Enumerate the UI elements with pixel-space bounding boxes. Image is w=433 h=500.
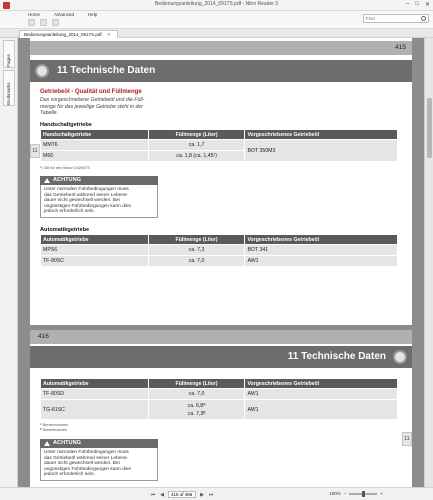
page-number: 416	[38, 333, 49, 340]
column-header: Automatikgetriebe	[41, 379, 149, 389]
zoom-slider[interactable]	[349, 493, 377, 495]
column-header: Automatikgetriebe	[41, 235, 149, 245]
table-cell: AW1	[245, 400, 398, 420]
intro-line: Tabelle.	[40, 110, 58, 116]
warning-line: ungünstigen Fahrbedingungen kann dies	[44, 203, 131, 209]
search-input[interactable]	[366, 15, 420, 22]
column-header: Vorgeschriebenes Getriebeöl	[245, 379, 398, 389]
warning-line: das Getriebeöl während seiner Lebens-	[44, 455, 128, 461]
table-cell: AW1	[245, 256, 398, 267]
hand-tool-icon[interactable]	[28, 19, 35, 26]
last-page-icon[interactable]: ⏭	[208, 491, 214, 498]
column-header: Vorgeschriebenes Getriebeöl	[245, 130, 398, 140]
window-titlebar	[0, 0, 433, 11]
table-cell: TF-80SD	[41, 389, 149, 400]
section-intro	[40, 97, 144, 117]
zoom-control	[329, 491, 383, 496]
table-cell: M66	[41, 151, 149, 162]
footnotes	[40, 423, 68, 432]
previous-page-icon[interactable]: ◀	[160, 491, 164, 498]
table-cell	[148, 400, 245, 420]
table-cell: MPS6	[41, 245, 149, 256]
document-tab-bar	[0, 29, 433, 38]
column-header: Handschaltgetriebe	[41, 130, 149, 140]
warning-title: ACHTUNG	[53, 177, 81, 183]
ribbon	[0, 11, 433, 29]
chapter-title: 11 Technische Daten	[287, 351, 386, 362]
auto-gearbox-heading: Automatikgetriebe	[40, 227, 90, 233]
page-number-bar	[30, 330, 412, 344]
page-number-input[interactable]	[168, 491, 196, 498]
minimize-icon[interactable]: –	[406, 1, 410, 7]
bookmarks-panel-label: Bookmarks	[6, 82, 11, 105]
table-cell: AW1	[245, 389, 398, 400]
manual-gearbox-table	[40, 129, 398, 162]
tab-home[interactable]: Home	[28, 12, 41, 17]
manual-gearbox-heading: Handschaltgetriebe	[40, 122, 92, 128]
ribbon-tools	[28, 19, 59, 26]
warning-line: ungünstigen Fahrbedingungen kann dies	[44, 466, 131, 472]
table-cell: ca. 7,3	[148, 245, 245, 256]
warning-line: dauer nicht gewechselt werden. Bei	[44, 198, 120, 204]
table-cell: BOT 341	[245, 245, 398, 256]
table-cell: TG-81SC	[41, 400, 149, 420]
chapter-header-bar	[30, 60, 412, 82]
pdf-page-416	[30, 330, 412, 487]
pages-panel-label: Pages	[6, 54, 11, 67]
warning-line: dauer nicht gewechselt werden. Bei	[44, 461, 120, 467]
next-page-icon[interactable]: ▶	[200, 491, 204, 498]
document-tab-label: Bedienungsanleitung_2014_0917S.pdf	[24, 32, 102, 37]
tab-help[interactable]: Help	[88, 12, 98, 17]
chapter-side-tab: 11	[30, 144, 40, 158]
warning-triangle-icon	[44, 178, 50, 183]
scrollbar-thumb[interactable]	[427, 98, 432, 158]
auto-gearbox-table	[40, 378, 398, 420]
zoom-in-icon[interactable]: +	[380, 491, 383, 496]
search-icon[interactable]	[421, 16, 426, 21]
auto-gearbox-table	[40, 234, 398, 267]
search-box	[363, 14, 429, 23]
column-header: Füllmenge (Liter)	[148, 235, 245, 245]
amount-line: ca. 6,8ᴬ	[187, 402, 206, 409]
warning-box	[40, 176, 158, 218]
chapter-header-bar	[30, 346, 412, 368]
table-header-row	[41, 235, 398, 245]
chapter-circle-icon	[35, 64, 49, 78]
document-tab[interactable]	[19, 30, 118, 38]
table-cell: ca. 1,8 (ca. 1,45¹)	[148, 151, 245, 162]
table-header-row	[41, 379, 398, 389]
table-cell: BOT 350M3	[245, 140, 398, 162]
warning-line: Unter normalen Fahrbedingungen muss	[44, 187, 129, 192]
column-header: Vorgeschriebenes Getriebeöl	[245, 235, 398, 245]
warning-body	[40, 448, 158, 481]
footnote: ¹) Gilt für den Motor D4204T5	[40, 166, 90, 170]
table-header-row	[41, 130, 398, 140]
warning-line: jedoch erforderlich sein.	[44, 209, 95, 215]
window-title: Bedienungsanleitung_2014_0917S.pdf - Nitro Reader 3	[154, 1, 279, 7]
intro-line: Das vorgeschriebene Getriebeöl und die Füll-	[40, 97, 145, 103]
chapter-title: 11 Technische Daten	[57, 65, 156, 76]
page-navigator	[150, 491, 214, 498]
intro-line: menge für das jeweilige Getriebe steht in der	[40, 103, 143, 110]
warning-body	[40, 185, 158, 218]
left-side-panel	[0, 38, 18, 487]
warning-line: jedoch erforderlich sein.	[44, 472, 95, 478]
table-cell: MMT6	[41, 140, 149, 151]
table-cell: ca. 7,0	[148, 256, 245, 267]
page-number-bar	[30, 41, 412, 55]
zoom-tool-icon[interactable]	[52, 19, 59, 26]
table-row	[41, 256, 398, 267]
table-row	[41, 140, 398, 151]
footnote: ᴮ Dieselmotoren	[40, 427, 68, 432]
zoom-level: 100%	[329, 491, 341, 496]
warning-line: das Getriebeöl während seiner Lebens-	[44, 192, 128, 198]
table-row	[41, 245, 398, 256]
window-controls	[406, 1, 430, 8]
maximize-icon[interactable]: □	[415, 1, 419, 7]
warning-header	[40, 439, 158, 448]
chapter-circle-icon	[393, 350, 407, 364]
warning-title: ACHTUNG	[53, 440, 81, 446]
tab-advanced[interactable]: Advanced	[54, 12, 75, 17]
table-cell: TF-80SC	[41, 256, 149, 267]
table-row	[41, 400, 398, 420]
warning-box	[40, 439, 158, 481]
chapter-side-tab: 11	[402, 432, 412, 446]
page-number: 415	[395, 44, 406, 51]
zoom-slider-knob[interactable]	[362, 491, 365, 497]
column-header: Füllmenge (Liter)	[148, 379, 245, 389]
footnote: ᴬ Benzinmotoren	[40, 423, 69, 427]
warning-header	[40, 176, 158, 185]
table-cell: ca. 1,7	[148, 140, 245, 151]
warning-triangle-icon	[44, 441, 50, 446]
select-tool-icon[interactable]	[40, 19, 47, 26]
ribbon-tabs	[28, 12, 97, 17]
close-tab-icon[interactable]: ✕	[106, 32, 111, 37]
pdf-page-415	[30, 38, 412, 325]
table-cell: ca. 7,0	[148, 389, 245, 400]
table-row	[41, 389, 398, 400]
pages-panel-button[interactable]	[3, 40, 15, 68]
column-header: Füllmenge (Liter)	[148, 130, 245, 140]
bookmarks-panel-button[interactable]	[3, 70, 15, 106]
warning-line: Unter normalen Fahrbedingungen muss	[44, 450, 129, 455]
vertical-scrollbar[interactable]	[424, 38, 433, 487]
zoom-out-icon[interactable]: −	[343, 491, 347, 496]
section-title: Getriebeöl - Qualität und Füllmenge	[40, 89, 142, 95]
amount-line: ca. 7,3ᴮ	[187, 410, 206, 417]
first-page-icon[interactable]: ⏮	[150, 491, 156, 498]
status-bar	[0, 487, 433, 500]
close-window-icon[interactable]: ✕	[424, 2, 430, 8]
